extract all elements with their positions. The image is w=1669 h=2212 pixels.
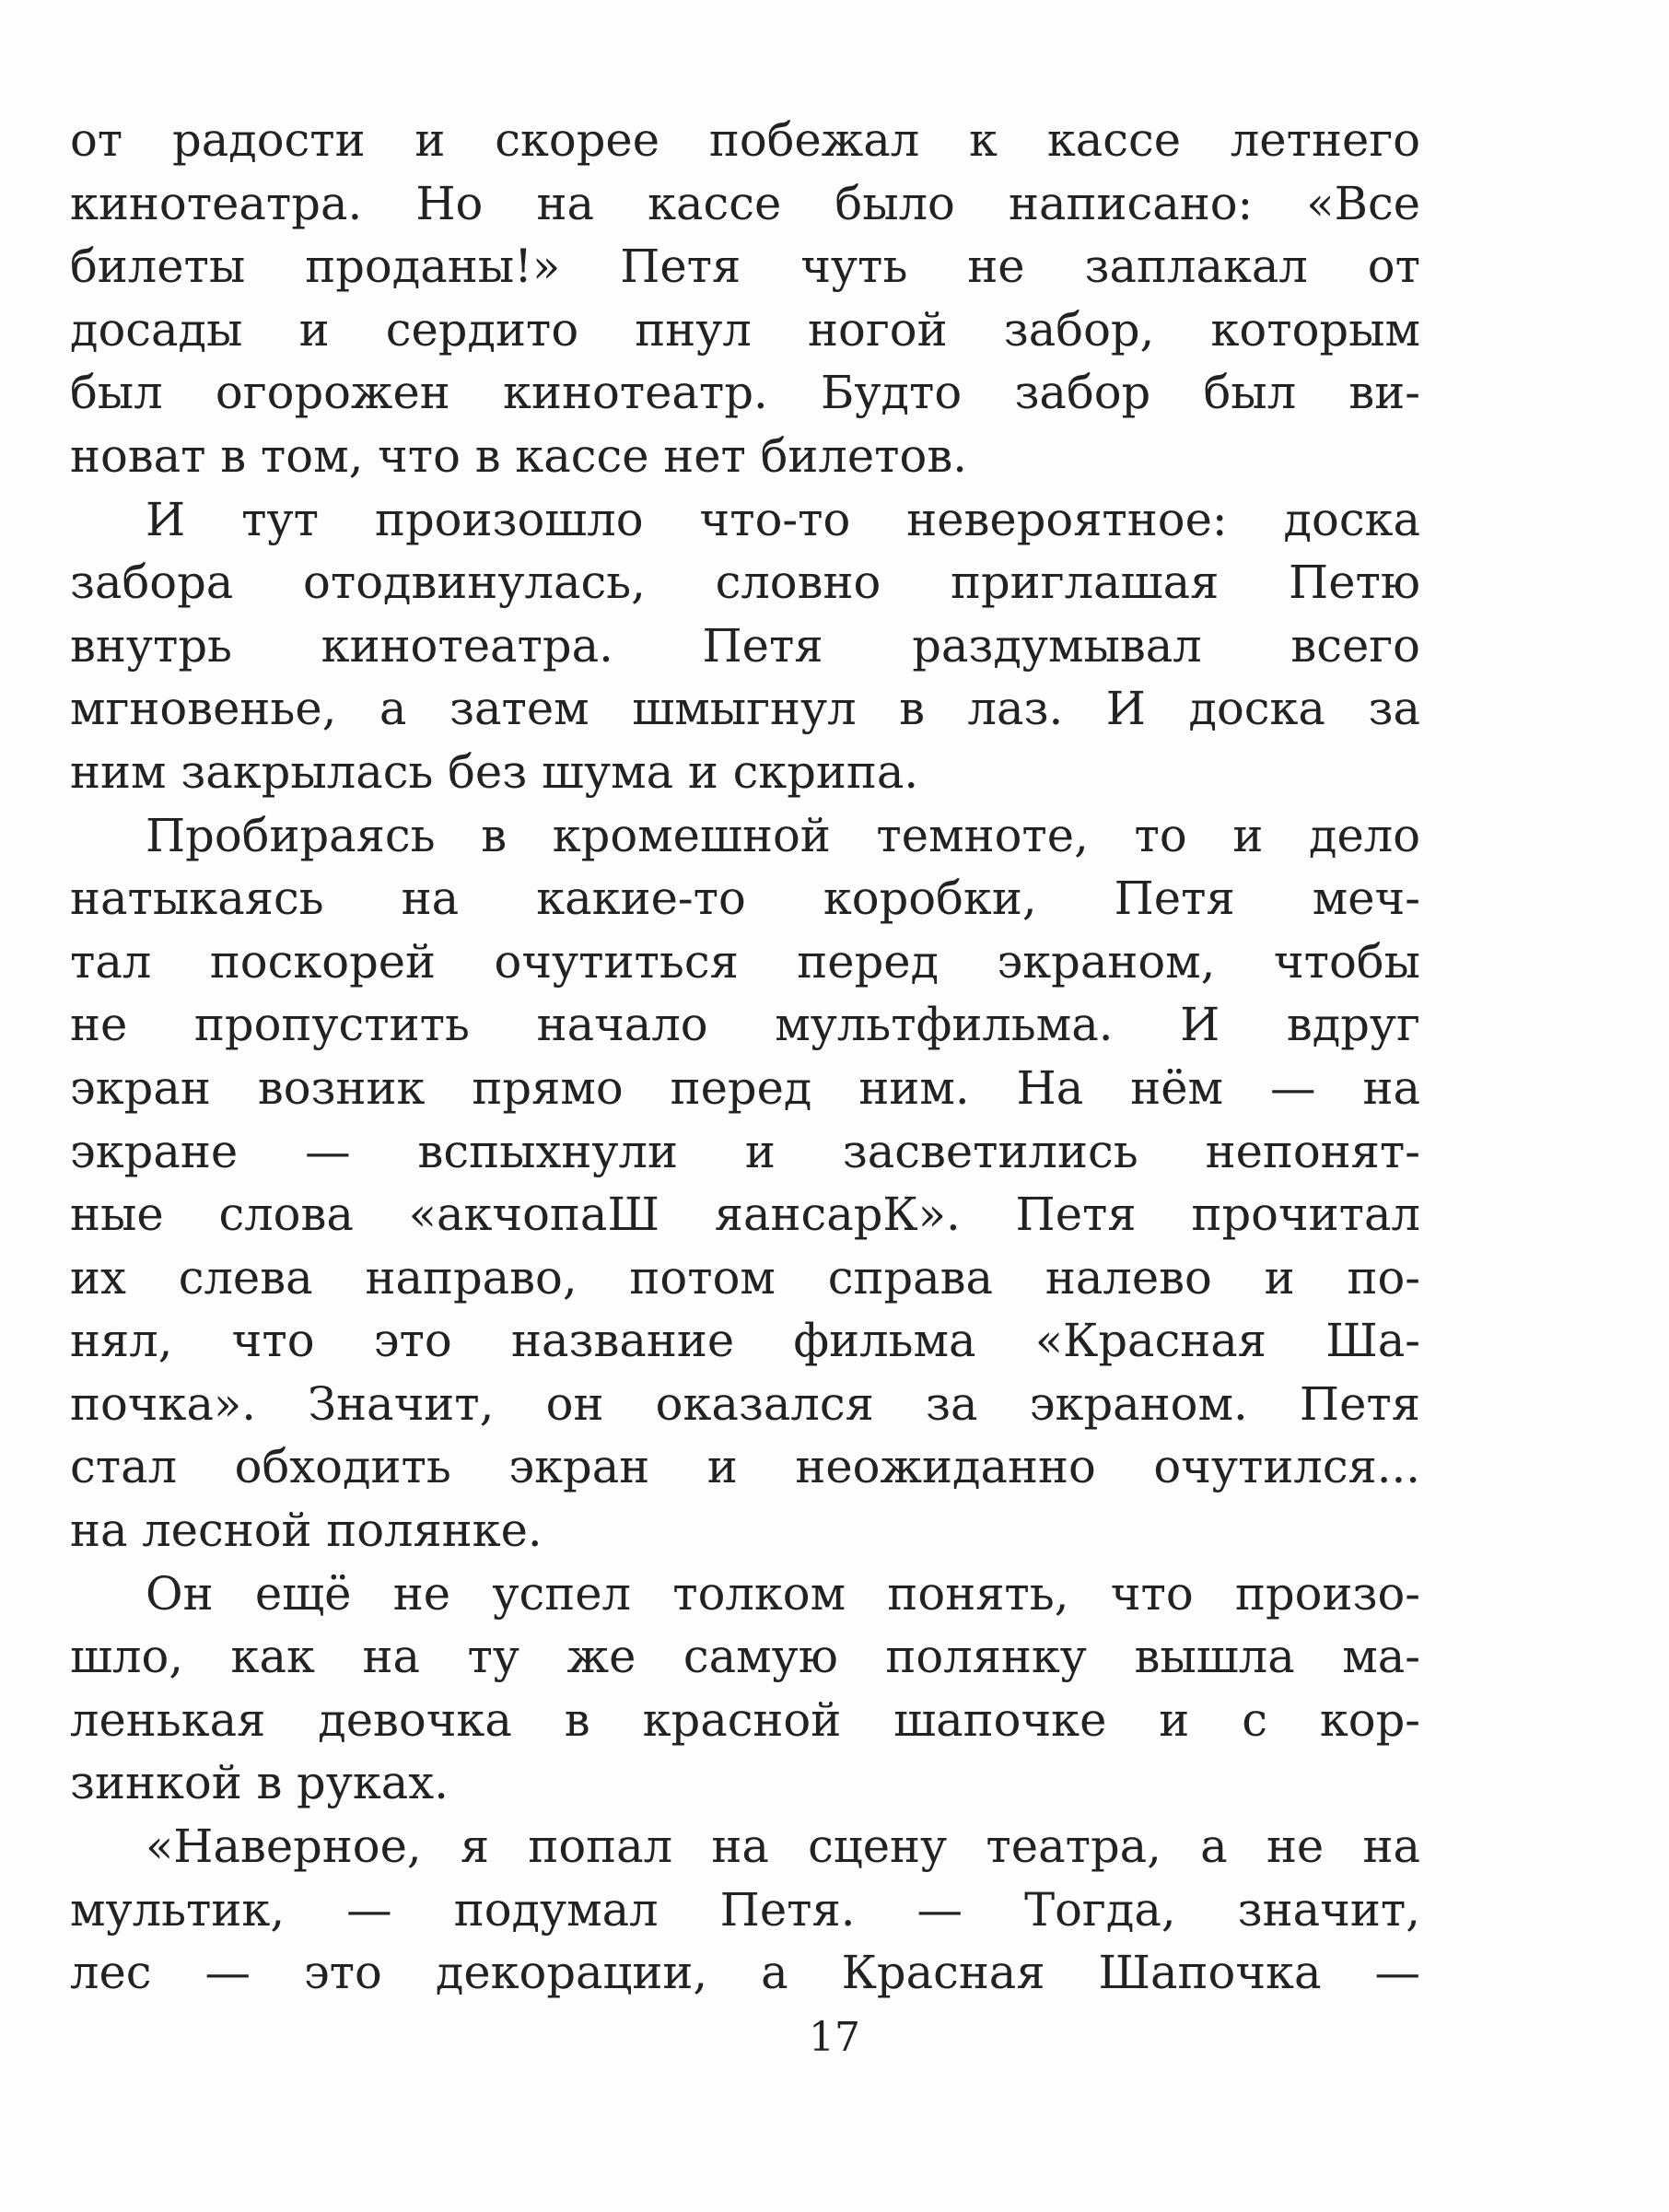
paragraph [70, 109, 1420, 488]
text-line: внутрь кинотеатра. Петя раздумывал всего [70, 618, 1420, 673]
text-line: лес — это декорации, а Красная Шапочка — [70, 1946, 1420, 2000]
text-line: «Наверное, я попал на сцену театра, а не на [146, 1820, 1420, 1874]
text-line: их слева направо, потом справа налево и по- [70, 1250, 1420, 1305]
text-line: нял, что это название фильма «Красная Ша- [70, 1314, 1420, 1368]
text-line: мгновенье, а затем шмыгнул в лаз. И доска за [70, 682, 1420, 736]
text-line: был огорожен кинотеатр. Будто забор был ви- [70, 366, 1420, 420]
text-line: почка». Значит, он оказался за экраном. Петя [70, 1376, 1420, 1431]
text-line: натыкаясь на какие-то коробки, Петя меч- [70, 872, 1420, 926]
text-line: экране — вспыхнули и засветились непонят- [70, 1124, 1420, 1178]
text-line: Пробираясь в кромешной темноте, то и дело [146, 808, 1420, 862]
text-line: мультик, — подумал Петя. — Тогда, значит, [70, 1882, 1420, 1937]
text-line: тал поскорей очутиться перед экраном, чтобы [70, 934, 1420, 989]
body-text [70, 109, 1420, 2005]
text-line: забора отодвинулась, словно приглашая Петю [70, 556, 1420, 610]
text-line: экран возник прямо перед ним. На нём — на [70, 1060, 1420, 1115]
text-line: не пропустить начало мультфильма. И вдруг [70, 998, 1420, 1052]
text-line: ные слова «акчопаШ яансарК». Петя прочитал [70, 1188, 1420, 1242]
text-line: ним закрылась без шума и скрипа. [70, 744, 919, 799]
text-line: ленькая девочка в красной шапочке и с кор- [70, 1692, 1420, 1747]
paragraph [70, 804, 1420, 1562]
text-line: шло, как на ту же самую полянку вышла ма- [70, 1630, 1420, 1684]
page-number: 17 [809, 2014, 860, 2061]
text-line: зинкой в руках. [70, 1756, 449, 1810]
text-line: от радости и скорее побежал к кассе летнего [70, 113, 1420, 167]
text-line: кинотеатра. Но на кассе было написано: «Все [70, 176, 1420, 230]
text-line: Он ещё не успел толком понять, что произо- [146, 1566, 1420, 1621]
text-line: стал обходить экран и неожиданно очутился... [70, 1440, 1420, 1494]
paragraph [70, 488, 1420, 804]
text-line: новат в том, что в кассе нет билетов. [70, 428, 967, 483]
paragraph [70, 1815, 1420, 2005]
text-line: на лесной полянке. [70, 1504, 543, 1558]
text-line: досады и сердито пнул ногой забор, которым [70, 302, 1420, 357]
text-line: И тут произошло что-то невероятное: доска [146, 492, 1420, 546]
paragraph [70, 1562, 1420, 1815]
text-line: билеты проданы!» Петя чуть не заплакал от [70, 240, 1420, 294]
